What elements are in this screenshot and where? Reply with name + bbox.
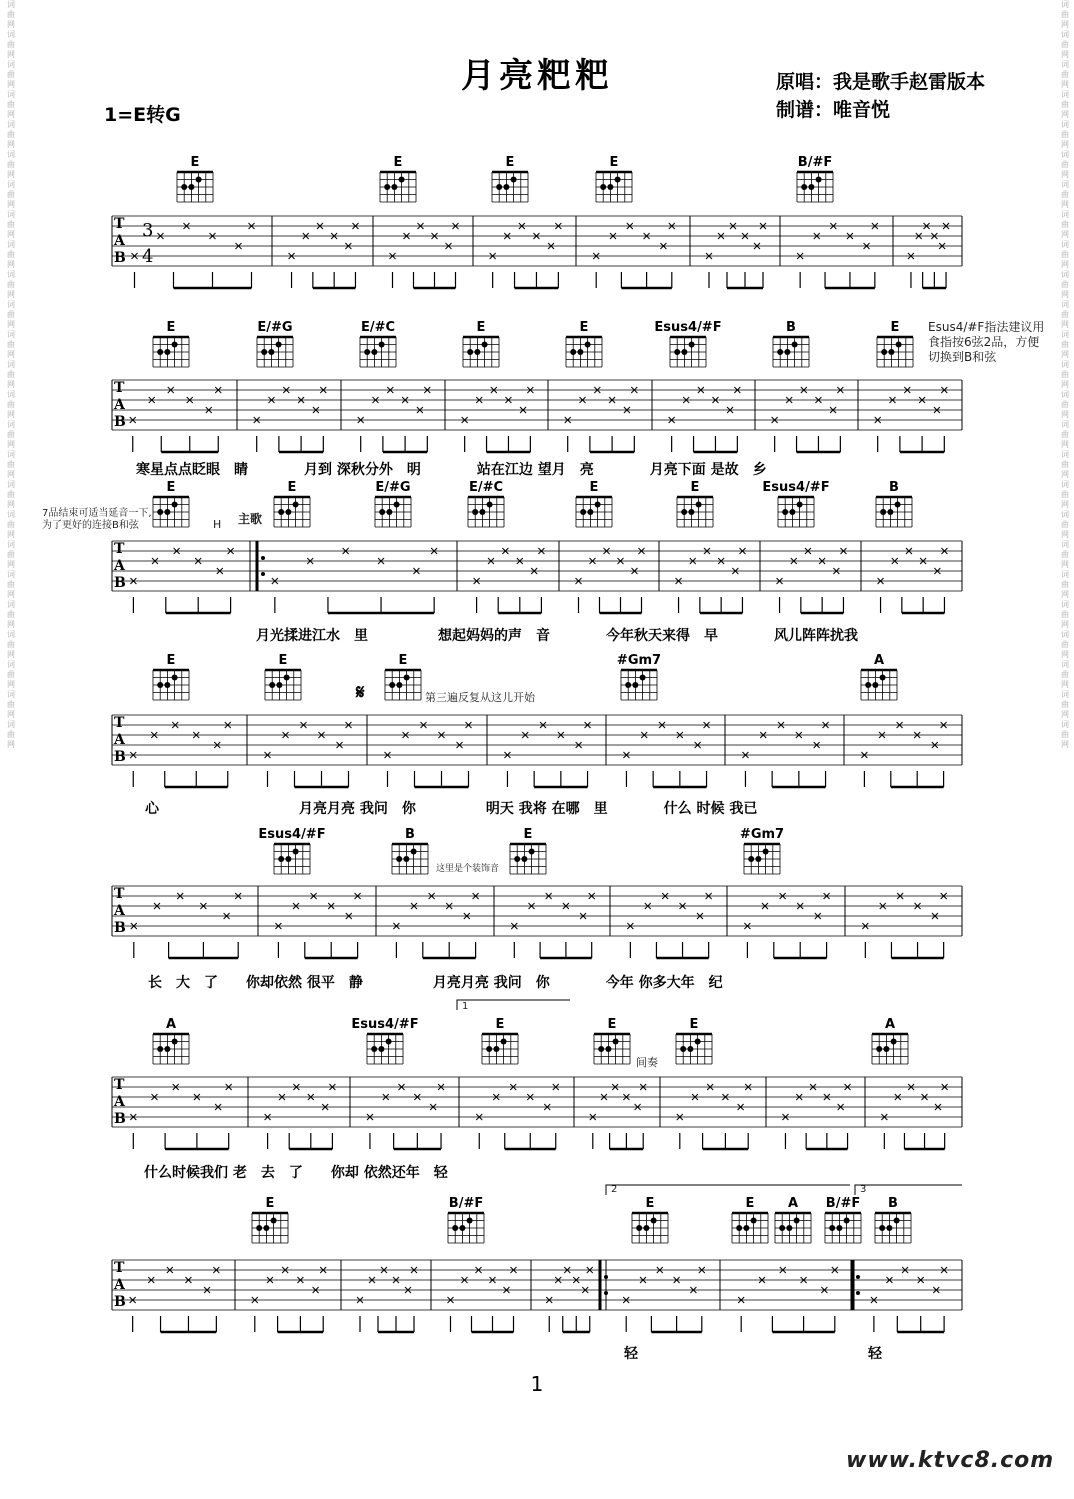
esus-fingering-tip: Esus4/#F指法建议用食指按6弦2品，方便切换到B和弦 [928, 320, 1045, 364]
lyrics-row-7a: 轻 [624, 1346, 638, 1362]
chord-diagram [153, 1017, 189, 1064]
chord-diagram [468, 480, 504, 527]
chord-diagram [825, 1196, 861, 1243]
finger-dot [263, 1225, 269, 1231]
chord-diagram [797, 155, 833, 202]
finger-dot [501, 1039, 507, 1045]
lyrics-row-2: 寒星点点眨眼 睛 月到 深秋分外 明 站在江边 望月 亮 月亮下面 是故 乡 [136, 462, 767, 478]
chord-name: Esus4/#F [654, 320, 722, 335]
finger-dot [743, 1225, 749, 1231]
finger-dot [276, 342, 282, 348]
chord-diagram [654, 320, 721, 367]
chord-diagram [676, 1017, 712, 1064]
tab-staff-7 [112, 1260, 962, 1310]
finger-dot [529, 849, 535, 855]
finger-dot [786, 1225, 792, 1231]
finger-dot [797, 502, 803, 508]
tab-clef-letter: B [114, 575, 126, 591]
finger-dot [687, 1046, 693, 1052]
chord-diagram [740, 827, 784, 874]
website-watermark: www.ktvc8.com [846, 1448, 1055, 1473]
chord-name: E [393, 155, 403, 170]
finger-dot [779, 1225, 785, 1231]
chord-name: E [166, 480, 176, 495]
finger-dot [748, 856, 754, 862]
finger-dot [293, 849, 299, 855]
finger-dot [888, 349, 894, 355]
tab-clef-letter: B [114, 250, 126, 266]
finger-dot [157, 509, 163, 515]
finger-dot [625, 682, 631, 688]
chord-name: E/#G [375, 480, 411, 495]
finger-dot [411, 849, 417, 855]
finger-dot [632, 682, 638, 688]
finger-dot [269, 682, 275, 688]
tab-clef-letter: T [114, 1077, 125, 1093]
chord-name: E [166, 653, 176, 668]
tab-clef-letter: T [114, 380, 125, 396]
chord-name: Esus4/#F [351, 1017, 419, 1032]
finger-dot [364, 349, 370, 355]
chord-name: A [873, 653, 885, 668]
chord-name: E [505, 155, 515, 170]
finger-dot [172, 1039, 178, 1045]
tab-clef-letter: A [114, 558, 125, 574]
finger-dot [403, 856, 409, 862]
finger-dot [881, 349, 887, 355]
tab-clef-letter: B [114, 414, 126, 430]
repeat-dot [261, 556, 265, 560]
finger-dot [511, 177, 517, 183]
finger-dot [681, 509, 687, 515]
chord-diagram [375, 480, 411, 527]
finger-dot [613, 1039, 619, 1045]
repeat-dot [604, 1275, 608, 1279]
finger-dot [651, 1218, 657, 1224]
finger-dot [391, 184, 397, 190]
chord-diagram [872, 1017, 908, 1064]
finger-dot [261, 349, 267, 355]
tab-staff-3 [112, 541, 962, 591]
time-signature-top: 3 [142, 220, 154, 241]
chord-diagram [876, 480, 912, 527]
finger-dot [474, 349, 480, 355]
finger-dot [196, 177, 202, 183]
repeat-dot [856, 1275, 860, 1279]
lyrics-row-5: 长 大 了 你却依然 很平 静 月亮月亮 我问 你 今年 你多大年 纪 [148, 975, 723, 991]
finger-dot [801, 184, 807, 190]
tab-staff-2 [112, 380, 962, 430]
finger-dot [896, 342, 902, 348]
finger-dot [577, 349, 583, 355]
finger-dot [396, 856, 402, 862]
tab-staff-4 [112, 715, 962, 765]
finger-dot [379, 342, 385, 348]
tab-clef-letter: A [114, 732, 125, 748]
finger-dot [172, 675, 178, 681]
finger-dot [157, 682, 163, 688]
chord-name: B [888, 1196, 898, 1211]
finger-dot [883, 1046, 889, 1052]
finger-dot [585, 342, 591, 348]
repeat-dot [856, 1291, 860, 1295]
finger-dot [595, 502, 601, 508]
chord-name: E [745, 1196, 755, 1211]
finger-dot [384, 184, 390, 190]
chord-diagram [492, 155, 528, 202]
finger-dot [378, 1046, 384, 1052]
finger-dot [755, 856, 761, 862]
chord-diagram [617, 653, 661, 700]
chord-diagram [265, 653, 301, 700]
hammer-mark: H [213, 518, 222, 531]
chord-name: B [889, 480, 899, 495]
tab-clef-letter: B [114, 920, 126, 936]
finger-dot [782, 509, 788, 515]
finger-dot [872, 682, 878, 688]
finger-dot [164, 682, 170, 688]
finger-dot [894, 1218, 900, 1224]
finger-dot [459, 1225, 465, 1231]
finger-dot [496, 184, 502, 190]
finger-dot [188, 184, 194, 190]
finger-dot [696, 502, 702, 508]
tab-clef-letter: T [114, 216, 125, 232]
tab-clef-letter: A [114, 233, 125, 249]
credit-singer: 原唱：我是歌手赵雷版本 [776, 71, 986, 93]
chord-name: E/#C [360, 320, 396, 335]
tab-clef-letter: T [114, 541, 125, 557]
finger-dot [736, 1225, 742, 1231]
tab-clef-letter: T [114, 1260, 125, 1276]
chord-diagram [510, 827, 546, 874]
segno-icon: 𝄋 [356, 680, 365, 704]
tab-clef-letter: B [114, 1294, 126, 1310]
chord-diagram [258, 827, 325, 874]
finger-dot [396, 682, 402, 688]
chord-diagram [596, 155, 632, 202]
finger-dot [792, 342, 798, 348]
finger-dot [777, 349, 783, 355]
finger-dot [887, 509, 893, 515]
chord-name: E [689, 1017, 699, 1032]
tab-clef-letter: T [114, 886, 125, 902]
finger-dot [794, 1218, 800, 1224]
finger-dot [452, 1225, 458, 1231]
finger-dot [278, 856, 284, 862]
chord-diagram [360, 320, 396, 367]
finger-dot [763, 849, 769, 855]
ornament-note: 这里是个装饰音 [436, 864, 500, 874]
finger-dot [285, 509, 291, 515]
chord-name: B [405, 827, 415, 842]
repeat-dot [261, 572, 265, 576]
finger-dot [157, 1046, 163, 1052]
chord-name: B/#F [448, 1196, 484, 1211]
chord-diagram [153, 480, 189, 527]
lyrics-row-4: 心 月亮月亮 我问 你 明天 我将 在哪 里 什么 时候 我已 [145, 801, 758, 817]
tab-clef-letter: B [114, 749, 126, 765]
tab-clef-letter: T [114, 715, 125, 731]
finger-dot [293, 502, 299, 508]
lyrics-row-3: 月光揉进江水 里 想起妈妈的声 音 今年秋天来得 早 风儿阵阵扰我 [256, 628, 858, 644]
finger-dot [164, 349, 170, 355]
finger-dot [600, 184, 606, 190]
finger-dot [636, 1225, 642, 1231]
finger-dot [285, 856, 291, 862]
finger-dot [891, 1039, 897, 1045]
finger-dot [467, 349, 473, 355]
repeat-dot [604, 1291, 608, 1295]
finger-dot [172, 502, 178, 508]
lyrics-row-7b: 轻 [868, 1346, 882, 1362]
chord-name: E/#G [257, 320, 293, 335]
chord-diagram [153, 653, 189, 700]
finger-dot [284, 675, 290, 681]
finger-dot [379, 509, 385, 515]
chord-diagram [392, 827, 428, 874]
finger-dot [503, 184, 509, 190]
finger-dot [521, 856, 527, 862]
finger-dot [570, 349, 576, 355]
volta-1: 1 [462, 1001, 469, 1012]
finger-dot [157, 349, 163, 355]
finger-dot [886, 1225, 892, 1231]
tab-staff-1 [112, 216, 962, 266]
finger-dot [865, 682, 871, 688]
chord-diagram [732, 1196, 768, 1243]
chord-diagram [257, 320, 293, 367]
finger-dot [164, 1046, 170, 1052]
finger-dot [486, 1046, 492, 1052]
tab-clef-letter: A [114, 397, 125, 413]
tab-clef-letter: A [114, 1277, 125, 1293]
finger-dot [836, 1225, 842, 1231]
chord-name: Esus4/#F [762, 480, 830, 495]
chord-diagram [594, 1017, 630, 1064]
finger-dot [487, 502, 493, 508]
finger-dot [643, 1225, 649, 1231]
chord-diagram [385, 653, 421, 700]
finger-dot [615, 177, 621, 183]
chord-diagram [463, 320, 499, 367]
key-signature: 1=E转G [104, 104, 181, 126]
finger-dot [751, 1218, 757, 1224]
song-title: 月亮粑粑 [461, 56, 613, 96]
tab-staff-5 [112, 886, 962, 936]
finger-dot [389, 682, 395, 688]
volta-bracket [457, 1000, 570, 1010]
side-watermark-right: 词曲网词曲网词曲网词曲网词曲网词曲网词曲网词曲网词曲网词曲网词曲网词曲网词曲网词曲网词曲网词曲网词曲网词曲网词曲网词曲网词曲网词曲网词曲网词曲网词曲网 [1061, 0, 1069, 749]
finger-dot [876, 1046, 882, 1052]
chord-name: E [166, 320, 176, 335]
finger-dot [164, 509, 170, 515]
finger-dot [181, 184, 187, 190]
finger-dot [784, 349, 790, 355]
volta-bracket [855, 1185, 962, 1195]
chord-diagram [677, 480, 713, 527]
finger-dot [399, 177, 405, 183]
finger-dot [472, 509, 478, 515]
chord-diagram [576, 480, 612, 527]
chord-name: Esus4/#F [258, 827, 326, 842]
chord-name: B/#F [797, 155, 833, 170]
volta-2: 2 [611, 1184, 618, 1195]
finger-dot [829, 1225, 835, 1231]
finger-dot [680, 1046, 686, 1052]
tab-clef-letter: A [114, 903, 125, 919]
chord-name: E [398, 653, 408, 668]
chord-diagram [252, 1196, 288, 1243]
chord-name: B [786, 320, 796, 335]
side-watermark-left: 词曲网词曲网词曲网词曲网词曲网词曲网词曲网词曲网词曲网词曲网词曲网词曲网词曲网词曲网词曲网词曲网词曲网词曲网词曲网词曲网词曲网词曲网词曲网词曲网词曲网 [7, 0, 15, 749]
page-number: 1 [530, 1372, 544, 1396]
chord-name: E [690, 480, 700, 495]
finger-dot [404, 675, 410, 681]
chord-name: A [884, 1017, 896, 1032]
finger-dot [482, 342, 488, 348]
chord-name: E [476, 320, 486, 335]
chord-diagram [274, 480, 310, 527]
finger-dot [688, 509, 694, 515]
finger-dot [789, 509, 795, 515]
chord-name: A [165, 1017, 177, 1032]
chord-diagram [448, 1196, 484, 1243]
chord-diagram [351, 1017, 418, 1064]
chord-diagram [153, 320, 189, 367]
chord-name: E [607, 1017, 617, 1032]
finger-dot [371, 349, 377, 355]
finger-dot [271, 1218, 277, 1224]
chord-name: E [278, 653, 288, 668]
volta-3: 3 [860, 1184, 867, 1195]
volta-bracket [606, 1185, 850, 1195]
finger-dot [386, 509, 392, 515]
finger-dot [580, 509, 586, 515]
chord-diagram [482, 1017, 518, 1064]
finger-dot [844, 1218, 850, 1224]
chord-diagram [861, 653, 897, 700]
chord-name: E [890, 320, 900, 335]
finger-dot [895, 502, 901, 508]
finger-dot [689, 342, 695, 348]
chord-name: B/#F [825, 1196, 861, 1211]
finger-dot [493, 1046, 499, 1052]
lyrics-row-6: 什么时候我们 老 去 了 你却 依然还年 轻 [144, 1165, 448, 1181]
finger-dot [880, 509, 886, 515]
finger-dot [479, 509, 485, 515]
chord-name: E/#C [468, 480, 504, 495]
finger-dot [607, 184, 613, 190]
finger-dot [467, 1218, 473, 1224]
chord-diagram [566, 320, 602, 367]
finger-dot [394, 502, 400, 508]
tab-clef-letter: B [114, 1111, 126, 1127]
tab-staff-6 [112, 1077, 962, 1127]
chord-name: #Gm7 [616, 653, 662, 668]
finger-dot [268, 349, 274, 355]
finger-dot [605, 1046, 611, 1052]
finger-dot [256, 1225, 262, 1231]
chord-name: E [589, 480, 599, 495]
finger-dot [640, 675, 646, 681]
chord-name: #Gm7 [739, 827, 785, 842]
chord-diagram [775, 1196, 811, 1243]
chord-diagram [632, 1196, 668, 1243]
chord-diagram [177, 155, 213, 202]
finger-dot [695, 1039, 701, 1045]
chord-name: E [609, 155, 619, 170]
chord-diagram [762, 480, 829, 527]
chord-diagram [877, 320, 913, 367]
finger-dot [598, 1046, 604, 1052]
third-repeat-note: 第三遍反复从这儿开始 [425, 691, 535, 704]
chord-diagram [875, 1196, 911, 1243]
finger-dot [587, 509, 593, 515]
finger-dot [278, 509, 284, 515]
chord-name: E [265, 1196, 275, 1211]
finger-dot [674, 349, 680, 355]
finger-dot [880, 675, 886, 681]
barre-tip: 7品结束可适当延音一下,为了更好的连接B和弦 [42, 508, 152, 531]
finger-dot [514, 856, 520, 862]
finger-dot [808, 184, 814, 190]
time-signature-bottom: 4 [142, 246, 154, 267]
finger-dot [681, 349, 687, 355]
finger-dot [371, 1046, 377, 1052]
chord-diagram [380, 155, 416, 202]
chord-diagram [773, 320, 809, 367]
chord-name: E [523, 827, 533, 842]
finger-dot [386, 1039, 392, 1045]
chord-name: A [787, 1196, 799, 1211]
interlude-label: 间奏 [636, 1056, 658, 1069]
finger-dot [879, 1225, 885, 1231]
chord-name: E [645, 1196, 655, 1211]
chord-name: E [495, 1017, 505, 1032]
finger-dot [172, 342, 178, 348]
finger-dot [276, 682, 282, 688]
main-song-label: 主歌 [238, 512, 263, 526]
chord-name: E [287, 480, 297, 495]
finger-dot [816, 177, 822, 183]
chord-name: E [190, 155, 200, 170]
tab-clef-letter: A [114, 1094, 125, 1110]
chord-name: E [579, 320, 589, 335]
credit-arranger: 制谱：唯音悦 [776, 99, 891, 121]
